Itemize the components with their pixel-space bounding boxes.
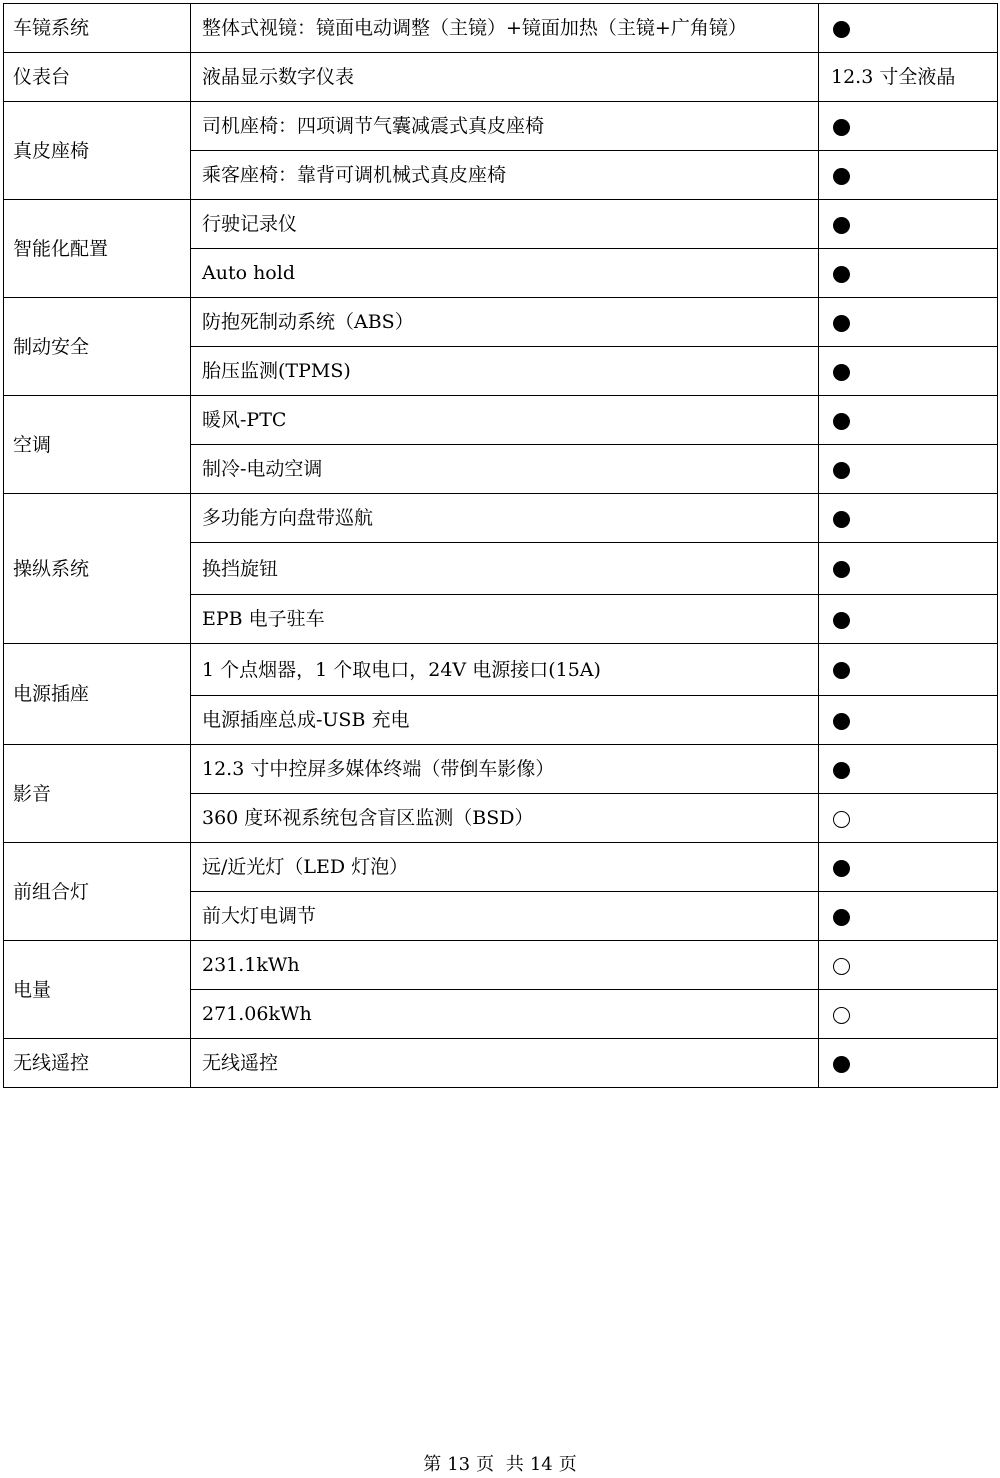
item-cell: 231.1kWh (191, 941, 819, 990)
table-row (4, 53, 998, 102)
table-row (4, 298, 998, 347)
config-cell (819, 102, 998, 151)
page-footer (0, 1450, 1000, 1476)
config-cell (819, 941, 998, 990)
config-cell (819, 745, 998, 794)
table-row (4, 102, 998, 151)
table-row (4, 644, 998, 696)
footer-middle: 页 共 (476, 1454, 524, 1475)
footer-prefix: 第 (423, 1454, 442, 1475)
category-cell: 智能化配置 (4, 200, 191, 298)
config-cell (819, 298, 998, 347)
standard-filled-circle-icon (833, 21, 850, 38)
standard-filled-circle-icon (833, 612, 850, 629)
standard-filled-circle-icon (833, 315, 850, 332)
item-cell: 暖风-PTC (191, 396, 819, 445)
standard-filled-circle-icon (833, 168, 850, 185)
table-row (4, 4, 998, 53)
config-cell (819, 990, 998, 1039)
config-cell (819, 445, 998, 494)
item-cell: 多功能方向盘带巡航 (191, 494, 819, 543)
item-cell: 行驶记录仪 (191, 200, 819, 249)
item-cell: 防抱死制动系统（ABS） (191, 298, 819, 347)
category-cell: 车镜系统 (4, 4, 191, 53)
item-cell: 换挡旋钮 (191, 543, 819, 595)
category-cell: 空调 (4, 396, 191, 494)
category-cell: 影音 (4, 745, 191, 843)
standard-filled-circle-icon (833, 413, 850, 430)
item-cell: 前大灯电调节 (191, 892, 819, 941)
standard-filled-circle-icon (833, 909, 850, 926)
category-cell: 前组合灯 (4, 843, 191, 941)
config-cell (819, 1039, 998, 1088)
category-cell: 操纵系统 (4, 494, 191, 644)
footer-total-pages: 14 (529, 1454, 553, 1475)
item-cell: 液晶显示数字仪表 (191, 53, 819, 102)
config-cell (819, 396, 998, 445)
table-row (4, 1039, 998, 1088)
config-cell (819, 696, 998, 745)
standard-filled-circle-icon (833, 462, 850, 479)
optional-hollow-circle-icon (833, 811, 850, 828)
optional-hollow-circle-icon (833, 958, 850, 975)
standard-filled-circle-icon (833, 217, 850, 234)
standard-filled-circle-icon (833, 860, 850, 877)
table-row (4, 396, 998, 445)
category-cell: 电量 (4, 941, 191, 1039)
item-cell: 电源插座总成-USB 充电 (191, 696, 819, 745)
standard-filled-circle-icon (833, 364, 850, 381)
standard-filled-circle-icon (833, 662, 850, 679)
category-cell: 无线遥控 (4, 1039, 191, 1088)
table-row (4, 745, 998, 794)
footer-current-page: 13 (447, 1454, 471, 1475)
item-cell: Auto hold (191, 249, 819, 298)
standard-filled-circle-icon (833, 119, 850, 136)
standard-filled-circle-icon (833, 713, 850, 730)
category-cell: 仪表台 (4, 53, 191, 102)
category-cell: 制动安全 (4, 298, 191, 396)
standard-filled-circle-icon (833, 561, 850, 578)
config-cell (819, 494, 998, 543)
config-cell (819, 200, 998, 249)
table-row (4, 200, 998, 249)
item-cell: 乘客座椅：靠背可调机械式真皮座椅 (191, 151, 819, 200)
footer-suffix: 页 (558, 1454, 577, 1475)
config-value: 12.3 寸全液晶 (831, 66, 956, 88)
optional-hollow-circle-icon (833, 1007, 850, 1024)
standard-filled-circle-icon (833, 266, 850, 283)
table-row (4, 494, 998, 543)
category-cell: 真皮座椅 (4, 102, 191, 200)
item-cell: 整体式视镜：镜面电动调整（主镜）+镜面加热（主镜+广角镜） (191, 4, 819, 53)
spec-table (3, 3, 998, 1088)
config-cell (819, 151, 998, 200)
spec-table-body (4, 4, 998, 1088)
standard-filled-circle-icon (833, 511, 850, 528)
item-cell: 360 度环视系统包含盲区监测（BSD） (191, 794, 819, 843)
table-row (4, 843, 998, 892)
config-cell (819, 843, 998, 892)
config-cell (819, 543, 998, 595)
config-cell (819, 347, 998, 396)
item-cell: 制冷-电动空调 (191, 445, 819, 494)
config-cell (819, 249, 998, 298)
config-cell (819, 4, 998, 53)
standard-filled-circle-icon (833, 762, 850, 779)
config-cell (819, 892, 998, 941)
config-cell (819, 644, 998, 696)
item-cell: 无线遥控 (191, 1039, 819, 1088)
config-cell (819, 53, 998, 102)
item-cell: 271.06kWh (191, 990, 819, 1039)
item-cell: EPB 电子驻车 (191, 595, 819, 644)
category-cell: 电源插座 (4, 644, 191, 745)
config-cell (819, 595, 998, 644)
item-cell: 司机座椅：四项调节气囊减震式真皮座椅 (191, 102, 819, 151)
item-cell: 1 个点烟器，1 个取电口，24V 电源接口(15A) (191, 644, 819, 696)
item-cell: 12.3 寸中控屏多媒体终端（带倒车影像） (191, 745, 819, 794)
item-cell: 远/近光灯（LED 灯泡） (191, 843, 819, 892)
item-cell: 胎压监测(TPMS) (191, 347, 819, 396)
table-row (4, 941, 998, 990)
standard-filled-circle-icon (833, 1056, 850, 1073)
config-cell (819, 794, 998, 843)
